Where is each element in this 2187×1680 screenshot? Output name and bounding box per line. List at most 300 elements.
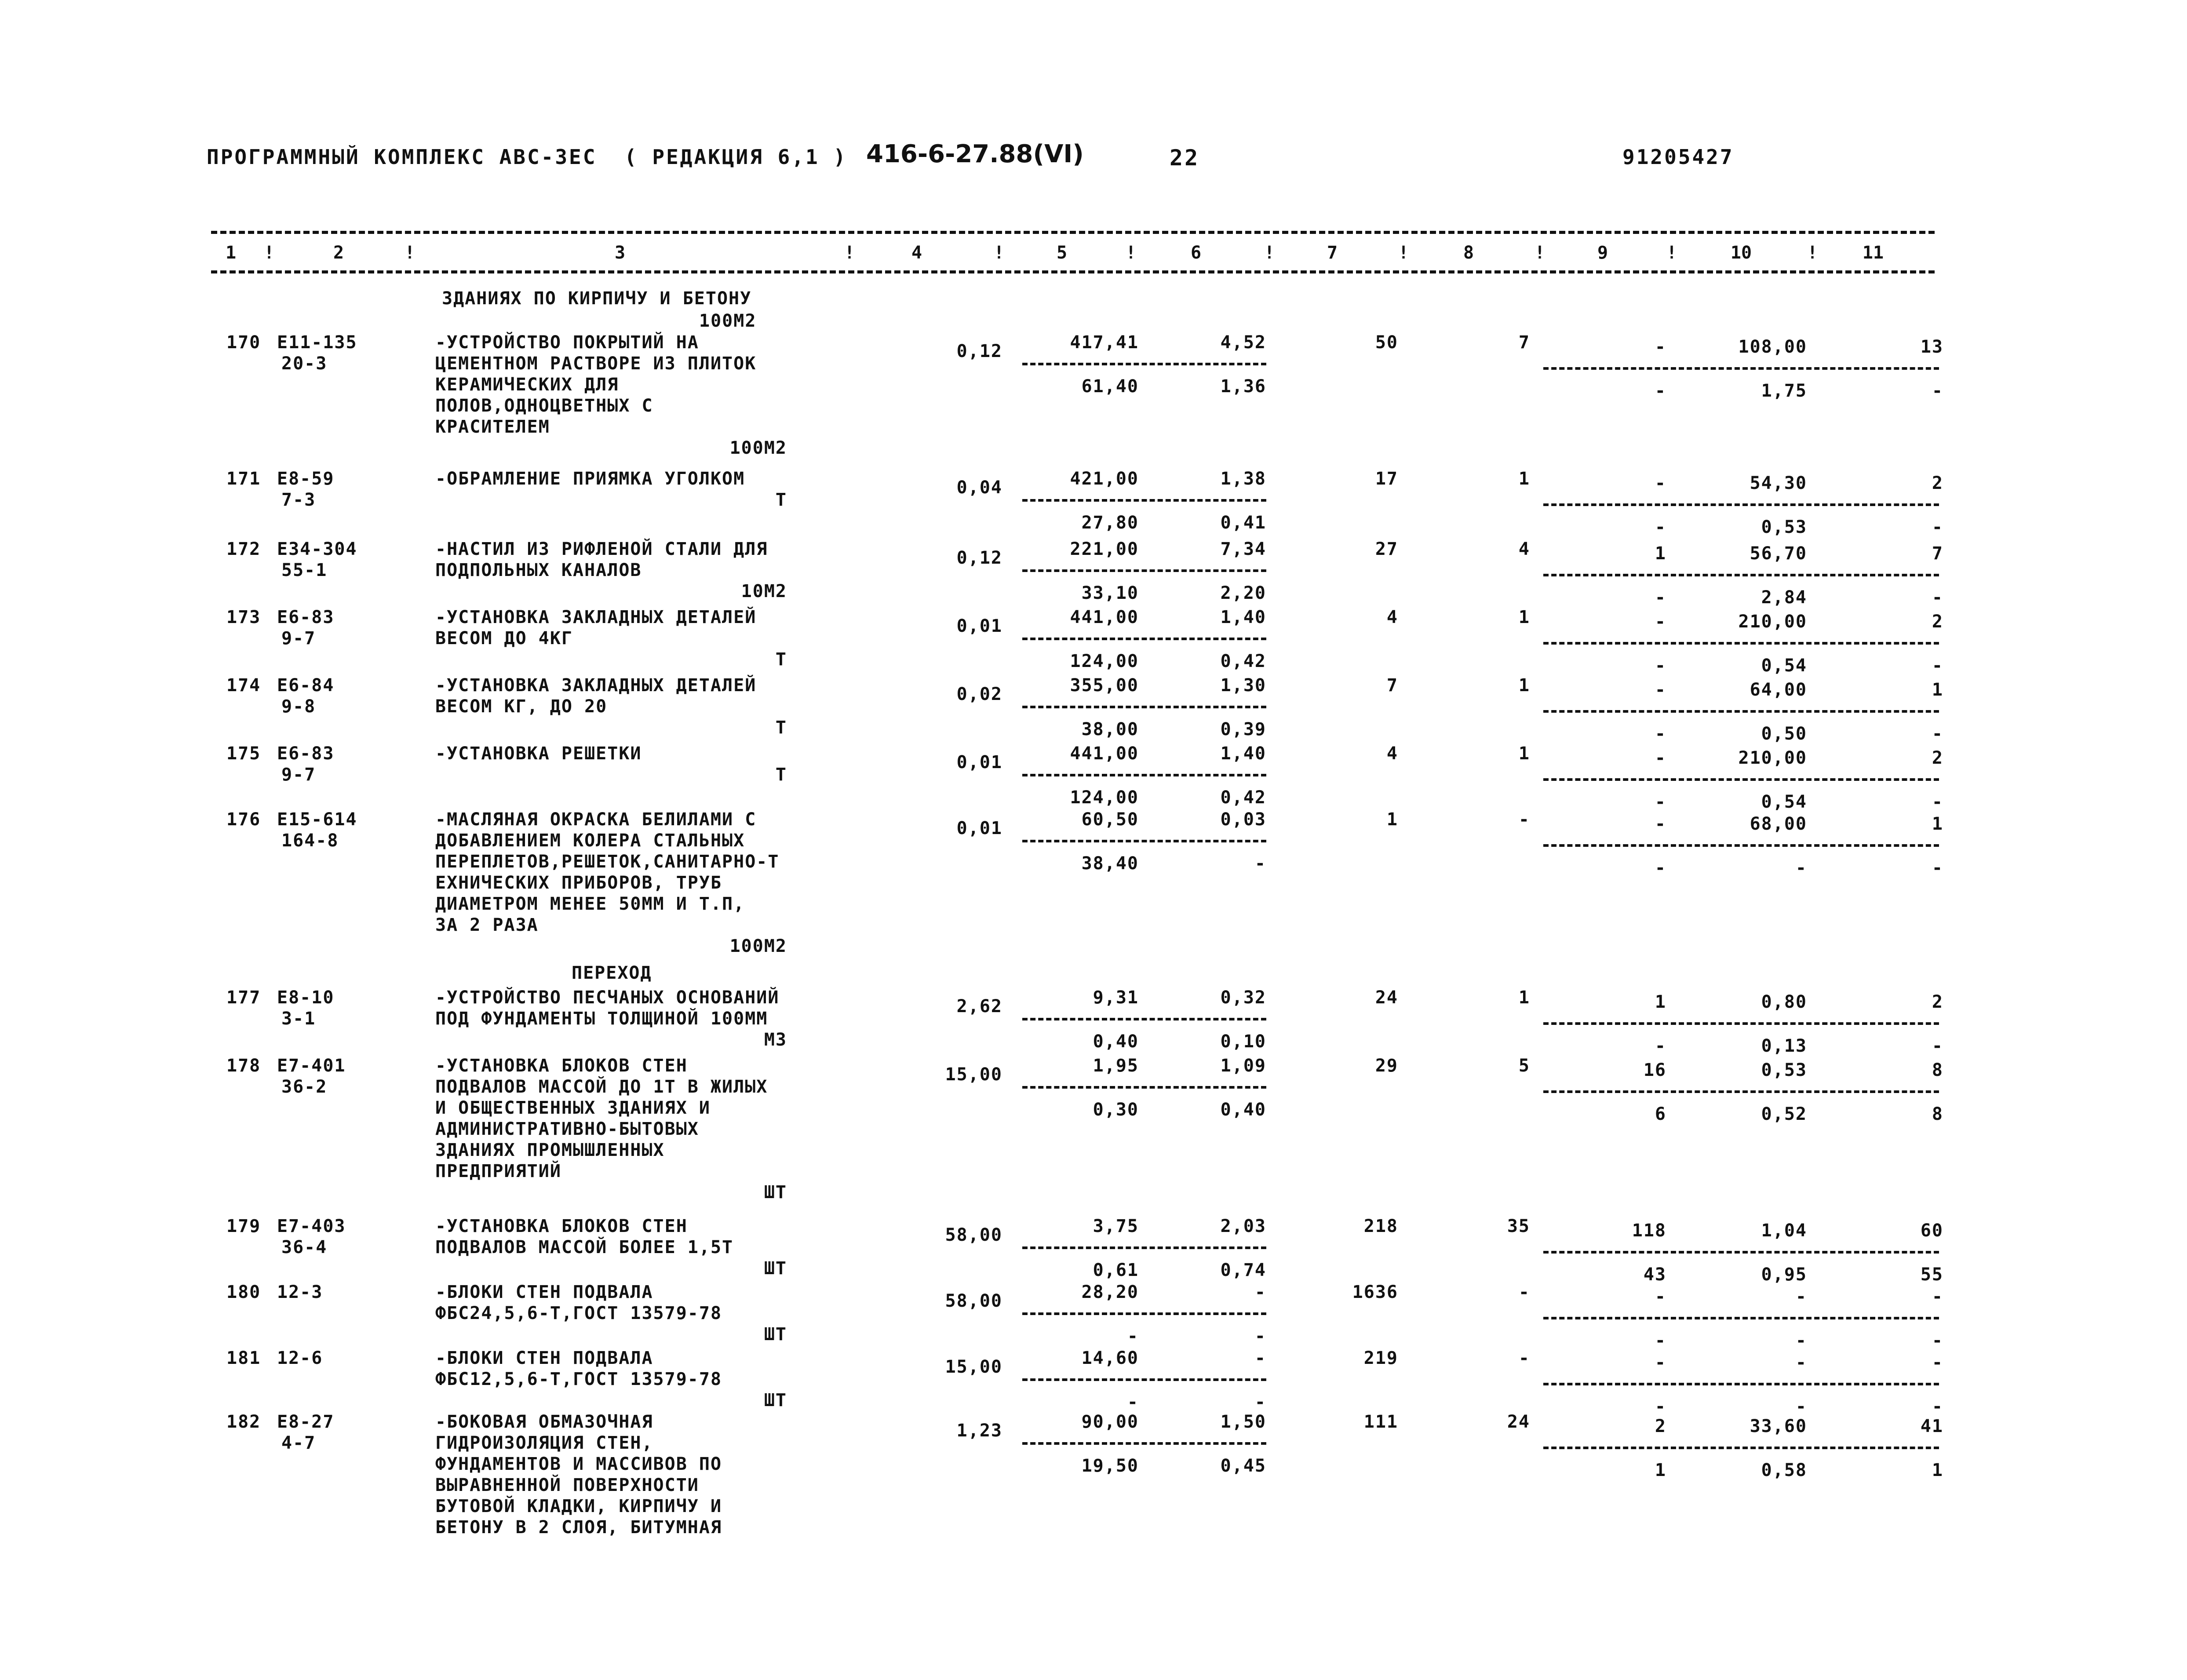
row-unit: 10М2 — [741, 581, 787, 601]
cell-divider-9-11 — [1543, 1317, 1939, 1319]
row-number: 176 — [226, 809, 261, 830]
col-header-3: 3 — [614, 243, 626, 263]
row-number: 173 — [226, 607, 261, 627]
cell-col6-top: 1,38 — [1220, 469, 1266, 489]
cell-col8: 5 — [1518, 1056, 1530, 1076]
row-number: 178 — [226, 1056, 261, 1076]
row-description: -УСТАНОВКА БЛОКОВ СТЕН — [435, 1056, 688, 1076]
row-description: ВЕСОМ КГ, ДО 20 — [435, 696, 608, 717]
document-number: 91205427 — [1622, 145, 1734, 169]
row-description: БУТОВОЙ КЛАДКИ, КИРПИЧУ И — [435, 1496, 722, 1516]
row-description: ВЫРАВНЕННОЙ ПОВЕРХНОСТИ — [435, 1475, 699, 1495]
cell-divider-9-11 — [1543, 642, 1939, 645]
row-description: ВЕСОМ ДО 4КГ — [435, 628, 573, 649]
cell-col7: 111 — [1363, 1412, 1398, 1432]
cell-col8: 1 — [1518, 607, 1530, 627]
cell-col6-top: 1,40 — [1220, 743, 1266, 764]
cell-col6-bottom: 2,20 — [1220, 583, 1266, 603]
row-number: 177 — [226, 988, 261, 1008]
cell-col7: 27 — [1375, 539, 1398, 559]
cell-col10-bottom: - — [1795, 1396, 1807, 1417]
cell-divider-9-11 — [1543, 1090, 1939, 1093]
row-code: Е11-135 — [277, 332, 357, 353]
col-header-1: 1 — [225, 243, 237, 263]
cell-col6-bottom: - — [1254, 1326, 1266, 1346]
row-description: ПОЛОВ,ОДНОЦВЕТНЫХ С — [435, 396, 653, 416]
cell-col11-top: 2 — [1932, 992, 1943, 1012]
cell-divider-5-6 — [1022, 1246, 1266, 1249]
cell-col10-top: 54,30 — [1750, 473, 1807, 493]
cell-col8: - — [1518, 1348, 1530, 1368]
cell-col5-bottom: 38,40 — [1081, 853, 1139, 874]
row-number: 170 — [226, 332, 261, 353]
cell-col7: 24 — [1375, 988, 1398, 1008]
cell-col10-top: - — [1795, 1352, 1807, 1373]
preamble-unit: 100М2 — [699, 311, 757, 331]
cell-col11-top: 7 — [1932, 543, 1943, 564]
cell-col8: 1 — [1518, 743, 1530, 764]
row-description: ФБС12,5,6-Т,ГОСТ 13579-78 — [435, 1369, 722, 1389]
cell-col8: 7 — [1518, 332, 1530, 353]
cell-qty: 2,62 — [956, 996, 1002, 1017]
cell-col6-top: 1,30 — [1220, 675, 1266, 696]
cell-qty: 0,12 — [956, 341, 1002, 361]
cell-col6-top: 1,50 — [1220, 1412, 1266, 1432]
cell-qty: 15,00 — [945, 1357, 1002, 1377]
cell-col10-top: 1,04 — [1761, 1221, 1807, 1241]
row-code-sub: 9-7 — [281, 628, 316, 649]
cell-col11-top: 60 — [1920, 1221, 1943, 1241]
cell-col10-bottom: - — [1795, 858, 1807, 878]
row-code: Е8-10 — [277, 988, 335, 1008]
row-description: ПОДВАЛОВ МАССОЙ БОЛЕЕ 1,5Т — [435, 1237, 734, 1257]
row-code-sub: 4-7 — [281, 1433, 316, 1453]
cell-col5-top: 417,41 — [1070, 332, 1139, 353]
cell-qty: 0,01 — [956, 616, 1002, 636]
cell-divider-5-6 — [1022, 363, 1266, 365]
col-header-5: 5 — [1056, 243, 1068, 263]
cell-divider-9-11 — [1543, 574, 1939, 576]
cell-col9-bottom: - — [1655, 724, 1666, 744]
cell-divider-9-11 — [1543, 1022, 1939, 1025]
cell-col6-top: 2,03 — [1220, 1216, 1266, 1236]
row-description: ЦЕМЕНТНОМ РАСТВОРЕ ИЗ ПЛИТОК — [435, 353, 757, 374]
cell-col6-top: - — [1254, 1348, 1266, 1368]
row-unit: ШТ — [764, 1182, 787, 1203]
cell-col7: 218 — [1363, 1216, 1398, 1236]
cell-col7: 4 — [1386, 607, 1398, 627]
cell-col6-bottom: 1,36 — [1220, 376, 1266, 397]
row-description: -УСТАНОВКА ЗАКЛАДНЫХ ДЕТАЛЕЙ — [435, 607, 757, 627]
cell-col6-top: 0,32 — [1220, 988, 1266, 1008]
cell-col10-bottom: 0,50 — [1761, 724, 1807, 744]
row-code: Е6-83 — [277, 743, 335, 764]
cell-col5-bottom: 124,00 — [1070, 787, 1139, 808]
row-unit: 100М2 — [729, 936, 787, 956]
document-page: ПРОГРАММНЫЙ КОМПЛЕКС АВС-3ЕС ( РЕДАКЦИЯ 6,1 ) 416-6-27.88(VI) 22 91205427 1 2 3 4 5 6 7 8 9 10 11 ! ! ! ! ! ! ! ! ! ! ЗДАНИЯХ ПО КИРПИЧУ И БЕТОНУ 100М2 170 Е11-135 20-3 -УСТРОЙСТВО ПОКРЫТИЙ НА ЦЕМЕНТНОМ РАСТВОРЕ ИЗ ПЛИТОК КЕРАМИЧЕСКИХ ДЛЯ ПОЛОВ,ОДНОЦВЕТНЫХ С КРАСИТЕЛЕМ 100М2 0,12 417,41 61,40 4,52 1,36 50 7 - - 108,00 1,75 13 - 171 Е8-59 7-3 -ОБРАМЛЕНИЕ ПРИЯМКА УГОЛКОМ Т 0,04 421,00 27,80 1,38 0,41 17 1 - - 54,30 0,53 2 - 172 Е34-304 55-1 -НАСТИЛ ИЗ РИФЛЕНОЙ СТАЛИ ДЛЯ ПОДПОЛЬНЫХ КАНАЛОВ 10М2 0,12 221,00 33,10 7,34 2,20 27 4 1 - 56,70 2,84 7 - 173 Е6-83 9-7 -УСТАНОВКА ЗАКЛАДНЫХ ДЕТАЛЕЙ ВЕСОМ ДО 4КГ Т 0,01 441,00 124,00 1,40 0,42 4 1 - - 210,00 0,54 2 - 174 Е6-84 9-8 -УСТАНОВКА ЗАКЛАДНЫХ ДЕТАЛЕЙ ВЕСОМ КГ, ДО 20 Т 0,02 355,00 38,00 1,30 0,39 7 1 - - 64,00 0,50 1 - 175 Е6-83 9-7 -УСТАНОВКА РЕШЕТКИ Т 0,01 441,00 124,00 1,40 0,42 4 1 - - 210,00 0,54 2 - 176 Е15-614 164-8 -МАСЛЯНАЯ ОКРАСКА БЕЛИЛАМИ С ДОБАВЛЕНИЕМ КОЛЕРА СТАЛЬНЫХ ПЕРЕПЛЕТОВ,РЕШЕТОК,САНИТАРНО-Т ЕХНИЧЕСКИХ ПРИБОРОВ, ТРУБ ДИАМЕТРОМ МЕНЕЕ 50ММ И Т.П, ЗА 2 РАЗА 100М2 0,01 60,50 38,40 0,03 - 1 - - - 68,00 - 1 - ПЕРЕХОД 177 Е8-10 3-1 -УСТРОЙСТВО ПЕСЧАНЫХ ОСНОВАНИЙ ПОД ФУНДАМЕНТЫ ТОЛЩИНОЙ 100ММ М3 2,62 9,31 0,40 0,32 0,10 24 1 1 - 0,80 0,13 2 - 178 Е7-401 36-2 -УСТАНОВКА БЛОКОВ СТЕН ПОДВАЛОВ МАССОЙ ДО 1Т В ЖИЛЫХ И ОБЩЕСТВЕННЫХ ЗДАНИЯХ И АДМИНИСТРАТИВНО-БЫТОВЫХ ЗДАНИЯХ ПРОМЫШЛЕННЫХ ПРЕДПРИЯТИЙ ШТ 15,00 1,95 0,30 1,09 0,40 29 5 16 6 0,53 0,52 8 8 179 Е7-403 36-4 -УСТАНОВКА БЛОКОВ СТЕН ПОДВАЛОВ МАССОЙ БОЛЕЕ 1,5Т ШТ 58,00 3,75 0,61 2,03 0,74 218 35 118 43 1,04 0,95 60 55 180 12-3 -БЛОКИ СТЕН ПОДВАЛА ФБС24,5,6-Т,ГОСТ 13579-78 ШТ 58,00 28,20 - - - 1636 - - - - - - - 181 12-6 -БЛОКИ СТЕН ПОДВАЛА ФБС12,5,6-Т,ГОСТ 13579-78 ШТ 15,00 14,60 - - - 219 - - - - - - - 182 Е8-27 4-7 -БОКОВАЯ ОБМАЗОЧНАЯ ГИДРОИЗОЛЯЦИЯ СТЕН, ФУНДАМЕНТОВ И МАССИВОВ ПО ВЫРАВНЕННОЙ ПОВЕРХНОСТИ БУТОВОЙ КЛАДКИ, КИРПИЧУ И БЕТОНУ В 2 СЛОЯ, БИТУМНАЯ 1,23 90,00 19,50 1,50 0,45 111 24 2 1 33,60 0,58 41 1 — [207, 140, 1943, 1538]
cell-col9-top: - — [1655, 814, 1666, 834]
row-unit: Т — [775, 490, 787, 510]
row-description: -УСТАНОВКА ЗАКЛАДНЫХ ДЕТАЛЕЙ — [435, 675, 757, 696]
cell-col7: 50 — [1375, 332, 1398, 353]
row-description: ДОБАВЛЕНИЕМ КОЛЕРА СТАЛЬНЫХ — [435, 831, 745, 851]
row-number: 180 — [226, 1282, 261, 1302]
cell-col10-bottom: 0,54 — [1761, 792, 1807, 812]
cell-col11-bottom: 55 — [1920, 1265, 1943, 1285]
cell-col10-top: 56,70 — [1750, 543, 1807, 564]
row-description: -ОБРАМЛЕНИЕ ПРИЯМКА УГОЛКОМ — [435, 469, 745, 489]
cell-col6-bottom: 0,10 — [1220, 1031, 1266, 1052]
cell-qty: 0,01 — [956, 752, 1002, 773]
row-code: Е8-59 — [277, 469, 335, 489]
row-description: ПОДВАЛОВ МАССОЙ ДО 1Т В ЖИЛЫХ — [435, 1077, 768, 1097]
cell-col5-bottom: 27,80 — [1081, 513, 1139, 533]
cell-col11-bottom: 1 — [1932, 1460, 1943, 1480]
cell-col9-bottom: - — [1655, 792, 1666, 812]
cell-col6-bottom: 0,74 — [1220, 1260, 1266, 1280]
cell-col10-bottom: 0,13 — [1761, 1036, 1807, 1056]
cell-qty: 0,01 — [956, 818, 1002, 838]
col-header-7: 7 — [1327, 243, 1338, 263]
row-code-sub: 9-8 — [281, 696, 316, 717]
cell-col7: 1636 — [1352, 1282, 1398, 1302]
cell-col7: 1 — [1386, 809, 1398, 830]
row-code: 12-3 — [277, 1282, 323, 1302]
row-code-sub: 3-1 — [281, 1009, 316, 1029]
col-header-4: 4 — [911, 243, 922, 263]
document-code: 416-6-27.88(VI) — [866, 140, 1084, 168]
cell-col10-bottom: 1,75 — [1761, 381, 1807, 401]
cell-col8: 1 — [1518, 988, 1530, 1008]
cell-col10-bottom: 0,58 — [1761, 1460, 1807, 1480]
row-description: КЕРАМИЧЕСКИХ ДЛЯ — [435, 375, 619, 395]
cell-divider-9-11 — [1543, 1251, 1939, 1254]
row-description: -УСТРОЙСТВО ПЕСЧАНЫХ ОСНОВАНИЙ — [435, 988, 780, 1008]
cell-col9-bottom: - — [1655, 656, 1666, 676]
cell-divider-5-6 — [1022, 1312, 1266, 1315]
cell-col10-top: 68,00 — [1750, 814, 1807, 834]
cell-col5-top: 221,00 — [1070, 539, 1139, 559]
cell-col5-top: 90,00 — [1081, 1412, 1139, 1432]
cell-col8: 24 — [1507, 1412, 1530, 1432]
row-description: ЕХНИЧЕСКИХ ПРИБОРОВ, ТРУБ — [435, 873, 722, 893]
row-description: ФУНДАМЕНТОВ И МАССИВОВ ПО — [435, 1454, 722, 1474]
cell-col10-bottom: 0,54 — [1761, 656, 1807, 676]
row-code: Е6-84 — [277, 675, 335, 696]
col-header-9: 9 — [1597, 243, 1608, 263]
cell-col5-bottom: 61,40 — [1081, 376, 1139, 397]
cell-col11-top: 41 — [1920, 1416, 1943, 1436]
row-description: -БЛОКИ СТЕН ПОДВАЛА — [435, 1282, 653, 1302]
cell-col10-top: 210,00 — [1738, 612, 1807, 632]
cell-qty: 1,23 — [956, 1421, 1002, 1441]
row-description: И ОБЩЕСТВЕННЫХ ЗДАНИЯХ И — [435, 1098, 711, 1118]
cell-qty: 0,02 — [956, 684, 1002, 704]
row-code-sub: 164-8 — [281, 831, 339, 851]
cell-col5-bottom: 33,10 — [1081, 583, 1139, 603]
cell-qty: 58,00 — [945, 1225, 1002, 1245]
cell-col5-top: 3,75 — [1093, 1216, 1139, 1236]
cell-col6-bottom: - — [1254, 1392, 1266, 1412]
cell-divider-9-11 — [1543, 844, 1939, 847]
cell-col6-bottom: 0,39 — [1220, 719, 1266, 740]
page-number: 22 — [1170, 145, 1200, 171]
row-description: ПЕРЕПЛЕТОВ,РЕШЕТОК,САНИТАРНО-Т — [435, 852, 780, 872]
row-unit: 100М2 — [729, 438, 787, 458]
cell-col9-top: - — [1655, 680, 1666, 700]
cell-col9-top: 1 — [1655, 543, 1666, 564]
row-description: -БОКОВАЯ ОБМАЗОЧНАЯ — [435, 1412, 653, 1432]
cell-col11-bottom: - — [1932, 792, 1943, 812]
cell-col10-top: 33,60 — [1750, 1416, 1807, 1436]
cell-divider-5-6 — [1022, 706, 1266, 708]
row-number: 171 — [226, 469, 261, 489]
cell-col5-bottom: - — [1127, 1326, 1139, 1346]
row-number: 172 — [226, 539, 261, 559]
cell-col9-bottom: - — [1655, 1036, 1666, 1056]
cell-col6-bottom: 0,42 — [1220, 651, 1266, 671]
row-code: 12-6 — [277, 1348, 323, 1368]
cell-qty: 15,00 — [945, 1064, 1002, 1085]
cell-col9-top: 16 — [1643, 1060, 1666, 1080]
cell-col11-bottom: 8 — [1932, 1104, 1943, 1124]
cell-col5-top: 421,00 — [1070, 469, 1139, 489]
row-code-sub: 20-3 — [281, 353, 328, 374]
cell-col5-bottom: 38,00 — [1081, 719, 1139, 740]
cell-col5-top: 441,00 — [1070, 607, 1139, 627]
cell-col9-bottom: - — [1655, 517, 1666, 537]
cell-col11-top: - — [1932, 1286, 1943, 1307]
col-header-8: 8 — [1463, 243, 1474, 263]
cell-col10-bottom: 0,53 — [1761, 517, 1807, 537]
cell-divider-9-11 — [1543, 778, 1939, 781]
cell-col9-top: - — [1655, 1352, 1666, 1373]
cell-col10-bottom: 2,84 — [1761, 587, 1807, 608]
row-number: 174 — [226, 675, 261, 696]
row-code: Е15-614 — [277, 809, 357, 830]
cell-col11-top: 2 — [1932, 473, 1943, 493]
row-description: ПРЕДПРИЯТИЙ — [435, 1161, 561, 1181]
cell-col9-bottom: - — [1655, 587, 1666, 608]
cell-col6-bottom: 0,45 — [1220, 1456, 1266, 1476]
cell-col11-bottom: - — [1932, 1036, 1943, 1056]
cell-col9-top: 118 — [1632, 1221, 1666, 1241]
cell-col11-bottom: - — [1932, 858, 1943, 878]
cell-col7: 29 — [1375, 1056, 1398, 1076]
row-number: 181 — [226, 1348, 261, 1368]
row-code-sub: 36-4 — [281, 1237, 328, 1257]
cell-col5-top: 28,20 — [1081, 1282, 1139, 1302]
cell-divider-5-6 — [1022, 569, 1266, 572]
cell-col6-top: 1,09 — [1220, 1056, 1266, 1076]
cell-divider-5-6 — [1022, 774, 1266, 776]
row-description: -УСТРОЙСТВО ПОКРЫТИЙ НА — [435, 332, 699, 353]
cell-col11-bottom: - — [1932, 724, 1943, 744]
cell-col11-top: 2 — [1932, 612, 1943, 632]
cell-col6-top: 1,40 — [1220, 607, 1266, 627]
cell-col9-bottom: 6 — [1655, 1104, 1666, 1124]
cell-qty: 0,04 — [956, 477, 1002, 498]
row-unit: ШТ — [764, 1258, 787, 1279]
col-header-11: 11 — [1862, 243, 1884, 263]
cell-col9-top: - — [1655, 473, 1666, 493]
cell-col11-top: 8 — [1932, 1060, 1943, 1080]
cell-col11-bottom: - — [1932, 587, 1943, 608]
cell-col11-bottom: - — [1932, 1330, 1943, 1351]
preamble-text: ЗДАНИЯХ ПО КИРПИЧУ И БЕТОНУ — [442, 288, 752, 309]
row-unit: Т — [775, 649, 787, 670]
cell-col5-bottom: 0,61 — [1093, 1260, 1139, 1280]
row-description: ДИАМЕТРОМ МЕНЕЕ 50ММ И Т.П, — [435, 894, 745, 914]
row-number: 179 — [226, 1216, 261, 1236]
cell-col11-top: 1 — [1932, 680, 1943, 700]
col-header-6: 6 — [1190, 243, 1202, 263]
cell-divider-9-11 — [1543, 367, 1939, 370]
cell-col5-top: 14,60 — [1081, 1348, 1139, 1368]
cell-col9-bottom: - — [1655, 1396, 1666, 1417]
cell-col8: 1 — [1518, 675, 1530, 696]
cell-col7: 219 — [1363, 1348, 1398, 1368]
cell-col7: 7 — [1386, 675, 1398, 696]
cell-col11-bottom: - — [1932, 381, 1943, 401]
row-description: -НАСТИЛ ИЗ РИФЛЕНОЙ СТАЛИ ДЛЯ — [435, 539, 768, 559]
row-code: Е34-304 — [277, 539, 357, 559]
row-description: ПОД ФУНДАМЕНТЫ ТОЛЩИНОЙ 100ММ — [435, 1009, 768, 1029]
row-description: АДМИНИСТРАТИВНО-БЫТОВЫХ — [435, 1119, 699, 1139]
cell-divider-9-11 — [1543, 1383, 1939, 1385]
cell-col9-top: 2 — [1655, 1416, 1666, 1436]
row-description: -МАСЛЯНАЯ ОКРАСКА БЕЛИЛАМИ С — [435, 809, 757, 830]
cell-qty: 58,00 — [945, 1291, 1002, 1311]
row-code-sub: 7-3 — [281, 490, 316, 510]
row-description: -УСТАНОВКА БЛОКОВ СТЕН — [435, 1216, 688, 1236]
cell-divider-5-6 — [1022, 1018, 1266, 1020]
cell-col6-bottom: - — [1254, 853, 1266, 874]
row-code: Е7-401 — [277, 1056, 346, 1076]
cell-col8: - — [1518, 1282, 1530, 1302]
cell-col10-top: 0,80 — [1761, 992, 1807, 1012]
cell-divider-5-6 — [1022, 638, 1266, 640]
cell-col5-top: 9,31 — [1093, 988, 1139, 1008]
cell-col6-top: 7,34 — [1220, 539, 1266, 559]
cell-divider-9-11 — [1543, 710, 1939, 713]
table-header-rule — [211, 270, 1935, 273]
cell-col5-top: 441,00 — [1070, 743, 1139, 764]
cell-divider-5-6 — [1022, 499, 1266, 502]
row-unit: ШТ — [764, 1390, 787, 1410]
row-description: ЗА 2 РАЗА — [435, 915, 539, 935]
cell-col8: - — [1518, 809, 1530, 830]
cell-col6-bottom: 0,40 — [1220, 1100, 1266, 1120]
col-header-2: 2 — [333, 243, 344, 263]
cell-col11-top: - — [1932, 1352, 1943, 1373]
row-description: ФБС24,5,6-Т,ГОСТ 13579-78 — [435, 1303, 722, 1323]
cell-col6-bottom: 0,41 — [1220, 513, 1266, 533]
cell-col9-top: - — [1655, 1286, 1666, 1307]
cell-col10-top: - — [1795, 1286, 1807, 1307]
row-unit: Т — [775, 718, 787, 738]
cell-col11-top: 13 — [1920, 337, 1943, 357]
cell-col11-top: 2 — [1932, 748, 1943, 768]
row-code: Е6-83 — [277, 607, 335, 627]
cell-col5-bottom: - — [1127, 1392, 1139, 1412]
cell-divider-5-6 — [1022, 1442, 1266, 1445]
row-code-sub: 9-7 — [281, 765, 316, 785]
row-number: 182 — [226, 1412, 261, 1432]
row-code: Е8-27 — [277, 1412, 335, 1432]
cell-col9-bottom: - — [1655, 1330, 1666, 1351]
cell-divider-5-6 — [1022, 1378, 1266, 1381]
program-title: ПРОГРАММНЫЙ КОМПЛЕКС АВС-3ЕС — [207, 145, 597, 169]
cell-col10-bottom: 0,95 — [1761, 1265, 1807, 1285]
edition-label: ( РЕДАКЦИЯ 6,1 ) — [624, 145, 848, 169]
row-unit: Т — [775, 765, 787, 785]
cell-col11-bottom: - — [1932, 656, 1943, 676]
cell-col8: 35 — [1507, 1216, 1530, 1236]
cell-col6-top: 4,52 — [1220, 332, 1266, 353]
row-code-sub: 55-1 — [281, 560, 328, 580]
row-description: БЕТОНУ В 2 СЛОЯ, БИТУМНАЯ — [435, 1517, 722, 1538]
col-header-10: 10 — [1730, 243, 1752, 263]
cell-col6-bottom: 0,42 — [1220, 787, 1266, 808]
cell-col5-top: 60,50 — [1081, 809, 1139, 830]
cell-col9-bottom: - — [1655, 858, 1666, 878]
cell-col11-bottom: - — [1932, 517, 1943, 537]
cell-col10-top: 210,00 — [1738, 748, 1807, 768]
row-unit: М3 — [764, 1030, 787, 1050]
row-unit: ШТ — [764, 1324, 787, 1345]
row-section-label: ПЕРЕХОД — [572, 963, 652, 983]
row-code: Е7-403 — [277, 1216, 346, 1236]
cell-col5-bottom: 19,50 — [1081, 1456, 1139, 1476]
row-description: ПОДПОЛЬНЫХ КАНАЛОВ — [435, 560, 642, 580]
row-description: ЗДАНИЯХ ПРОМЫШЛЕННЫХ — [435, 1140, 665, 1160]
cell-col5-bottom: 124,00 — [1070, 651, 1139, 671]
cell-divider-5-6 — [1022, 840, 1266, 842]
cell-col9-bottom: - — [1655, 381, 1666, 401]
cell-col6-top: 0,03 — [1220, 809, 1266, 830]
cell-col10-top: 0,53 — [1761, 1060, 1807, 1080]
cell-qty: 0,12 — [956, 548, 1002, 568]
cell-col7: 17 — [1375, 469, 1398, 489]
row-number: 175 — [226, 743, 261, 764]
cell-col9-top: - — [1655, 612, 1666, 632]
cell-col5-top: 1,95 — [1093, 1056, 1139, 1076]
cell-divider-9-11 — [1543, 1447, 1939, 1449]
table-top-rule — [211, 231, 1935, 234]
cell-col8: 4 — [1518, 539, 1530, 559]
row-description: КРАСИТЕЛЕМ — [435, 417, 550, 437]
cell-col6-top: - — [1254, 1282, 1266, 1302]
cell-col10-top: 64,00 — [1750, 680, 1807, 700]
cell-col10-bottom: - — [1795, 1330, 1807, 1351]
cell-divider-5-6 — [1022, 1086, 1266, 1089]
row-code-sub: 36-2 — [281, 1077, 328, 1097]
cell-col5-top: 355,00 — [1070, 675, 1139, 696]
cell-col7: 4 — [1386, 743, 1398, 764]
cell-col8: 1 — [1518, 469, 1530, 489]
row-description: -БЛОКИ СТЕН ПОДВАЛА — [435, 1348, 653, 1368]
cell-col10-top: 108,00 — [1738, 337, 1807, 357]
cell-col9-bottom: 43 — [1643, 1265, 1666, 1285]
cell-col5-bottom: 0,40 — [1093, 1031, 1139, 1052]
cell-col9-top: 1 — [1655, 992, 1666, 1012]
row-description: ГИДРОИЗОЛЯЦИЯ СТЕН, — [435, 1433, 653, 1453]
cell-divider-9-11 — [1543, 503, 1939, 506]
cell-col9-bottom: 1 — [1655, 1460, 1666, 1480]
cell-col5-bottom: 0,30 — [1093, 1100, 1139, 1120]
cell-col10-bottom: 0,52 — [1761, 1104, 1807, 1124]
